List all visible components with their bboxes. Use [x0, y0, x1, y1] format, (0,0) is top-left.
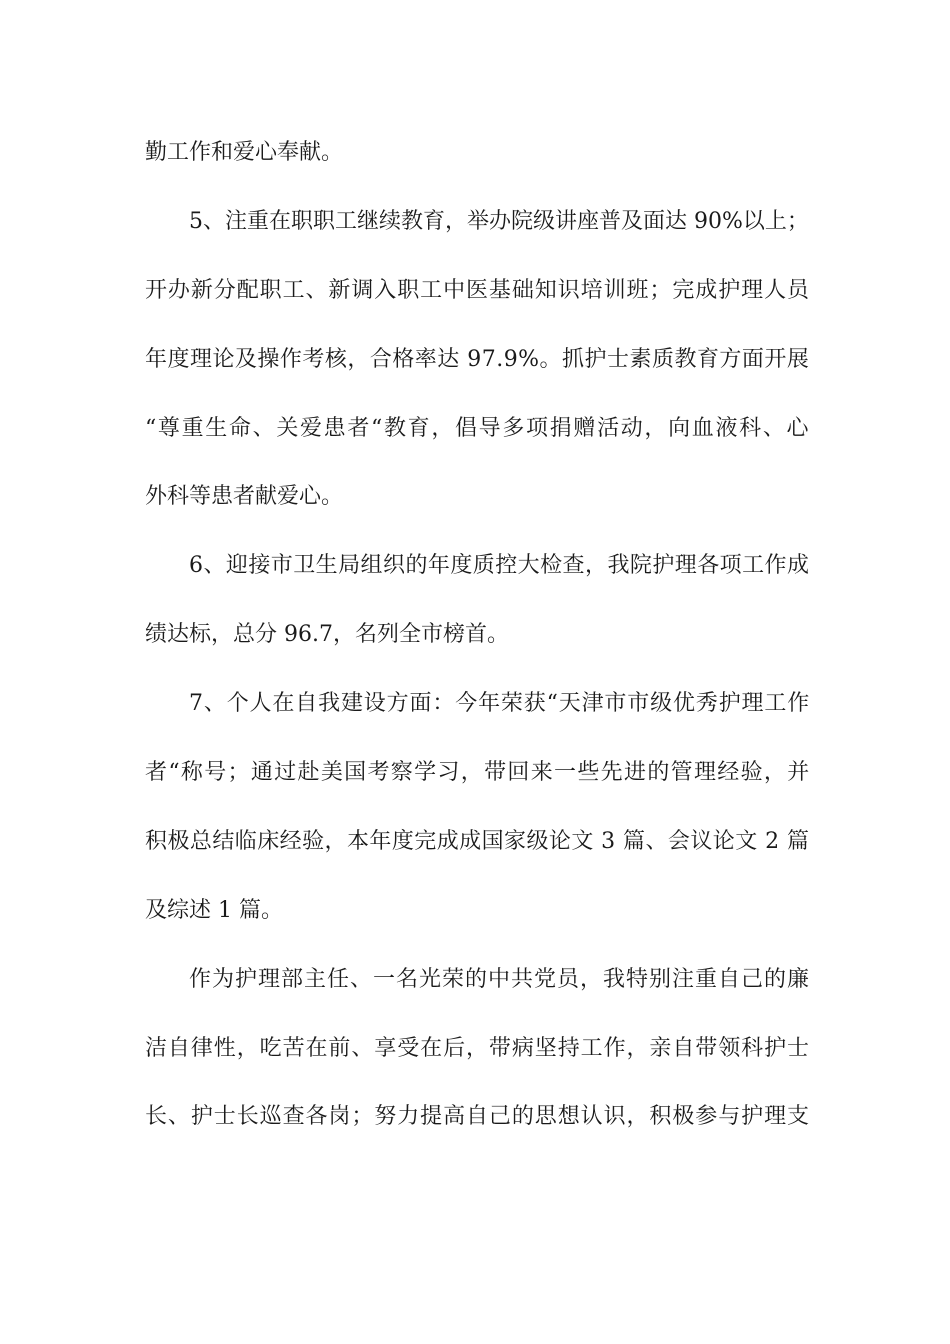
- text-line: [145, 266, 809, 335]
- line-text: 作为护理部主任、一名光荣的中共党员，我特别注重自己的廉: [189, 966, 811, 992]
- line-text: “尊重生命、关爱患者“教育，倡导多项捐赠活动，向血液科、心: [145, 415, 811, 441]
- line-text: 及综述 1 篇。: [145, 897, 283, 923]
- text-line: [145, 197, 809, 266]
- text-line: [145, 886, 809, 955]
- line-text: 开办新分配职工、新调入职工中医基础知识培训班；完成护理人员: [145, 277, 810, 303]
- text-line: [145, 335, 809, 404]
- line-text: 年度理论及操作考核，合格率达 97.9%。抓护士素质教育方面开展: [145, 346, 810, 372]
- text-line: [145, 817, 809, 886]
- line-text: 7、个人在自我建设方面：今年荣获“天津市市级优秀护理工作: [189, 691, 811, 717]
- line-text: 外科等患者献爱心。: [145, 484, 344, 510]
- line-text: 6、迎接市卫生局组织的年度质控大检查，我院护理各项工作成: [189, 553, 810, 579]
- text-line: [145, 679, 809, 748]
- text-line: [145, 404, 809, 473]
- line-text: 积极总结临床经验，本年度完成成国家级论文 3 篇、会议论文 2 篇: [145, 828, 810, 854]
- text-line: [145, 748, 809, 817]
- text-line: [145, 541, 809, 610]
- line-text: 勤工作和爱心奉献。: [145, 140, 344, 165]
- text-line: [145, 472, 809, 541]
- text-line: [145, 128, 809, 197]
- line-text: 者“称号；通过赴美国考察学习，带回来一些先进的管理经验，并: [145, 760, 811, 786]
- text-line: [145, 610, 809, 679]
- line-text: 绩达标，总分 96.7，名列全市榜首。: [145, 622, 509, 648]
- text-line: [145, 955, 809, 1024]
- line-text: 洁自律性，吃苦在前、享受在后，带病坚持工作，亲自带领科护士: [145, 1035, 810, 1061]
- text-line: [145, 1024, 809, 1093]
- text-line: [145, 1092, 809, 1161]
- line-text: 5、注重在职职工继续教育，举办院级讲座普及面达 90%以上；: [189, 208, 809, 234]
- line-text: 长、护士长巡查各岗；努力提高自己的思想认识，积极参与护理支: [145, 1104, 810, 1130]
- body-text: [145, 128, 809, 1161]
